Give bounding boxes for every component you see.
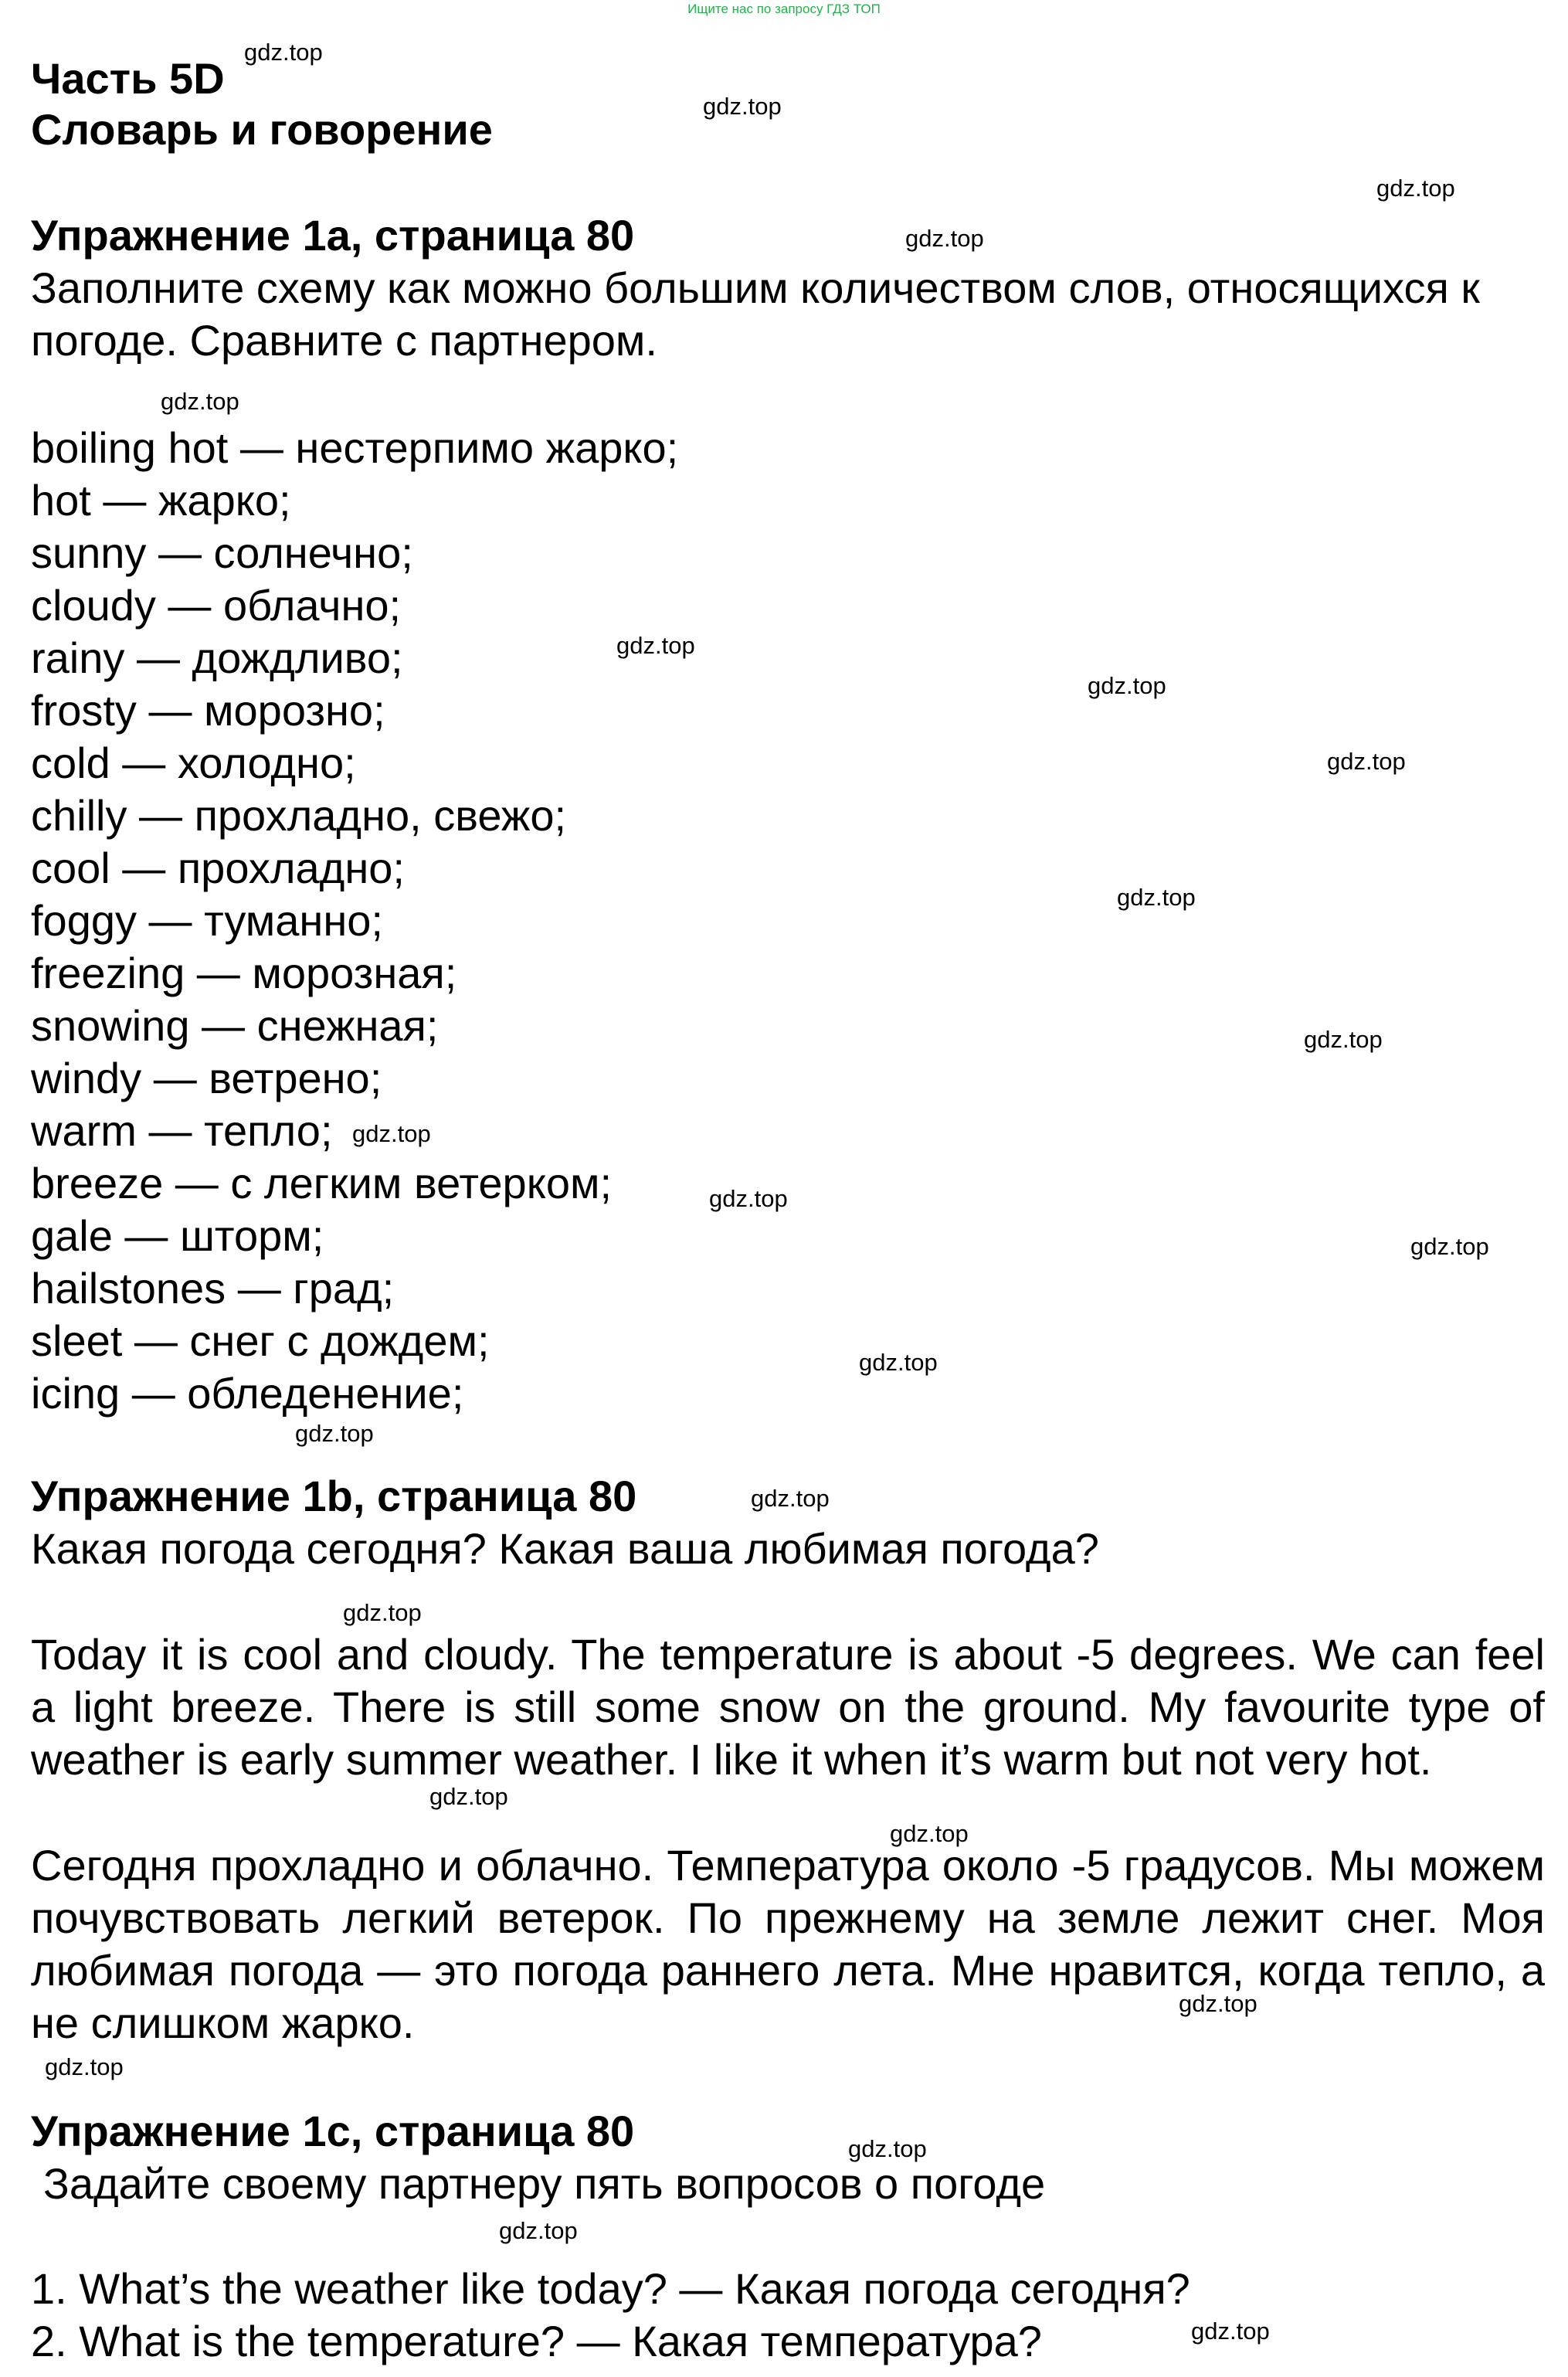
watermark: gdz.top [709, 1185, 788, 1212]
exercise-1b-answer-english: Today it is cool and cloudy. The temperature is about -5 degrees. We can feel a light breeze. There is still some snow on the ground. My favourite type of weather is early summer weather. I like it when it’s warm but not very hot. [31, 1630, 1545, 1784]
list-item: warm — тепло; [31, 1106, 333, 1155]
list-item: freezing — морозная; [31, 949, 457, 997]
exercise-1a-instruction-line1: Заполните схему как можно большим количеством слов, относящихся к [31, 263, 1480, 312]
watermark: gdz.top [1410, 1233, 1489, 1260]
list-item: sleet — снег с дождем; [31, 1316, 490, 1365]
watermark: gdz.top [703, 93, 782, 120]
list-item: boiling hot — нестерпимо жарко; [31, 423, 679, 472]
exercise-1a-heading: Упражнение 1a, страница 80 [31, 211, 635, 260]
watermark: gdz.top [161, 388, 239, 415]
list-item: rainy — дождливо; [31, 633, 403, 682]
list-item: cold — холодно; [31, 739, 356, 787]
list-item: hot — жарко; [31, 476, 291, 525]
watermark: gdz.top [1327, 748, 1406, 775]
part-title: Часть 5D [31, 54, 225, 103]
watermark: gdz.top [1304, 1026, 1383, 1053]
top-banner: Ищите нас по запросу ГДЗ ТОП [687, 2, 881, 16]
list-item: gale — шторм; [31, 1211, 324, 1260]
watermark: gdz.top [343, 1599, 422, 1626]
watermark: gdz.top [905, 225, 984, 252]
watermark: gdz.top [244, 39, 323, 66]
watermark: gdz.top [1376, 175, 1455, 202]
watermark: gdz.top [295, 1420, 374, 1447]
exercise-1a-instruction-line2: погоде. Сравните с партнером. [31, 316, 657, 365]
exercise-1c-instruction: Задайте своему партнеру пять вопросов о погоде [43, 2159, 1046, 2208]
list-item: snowing — снежная; [31, 1001, 439, 1050]
watermark: gdz.top [890, 1820, 969, 1847]
list-item: hailstones — град; [31, 1264, 395, 1312]
list-item: cloudy — облачно; [31, 581, 402, 630]
list-item: 2. What is the temperature? — Какая температура? [31, 2317, 1042, 2365]
section-title: Словарь и говорение [31, 105, 493, 154]
watermark: gdz.top [45, 2053, 124, 2080]
list-item: 1. What’s the weather like today? — Какая погода сегодня? [31, 2264, 1190, 2313]
watermark: gdz.top [751, 1485, 830, 1512]
watermark: gdz.top [1179, 1990, 1257, 2017]
list-item: windy — ветрено; [31, 1054, 382, 1102]
list-item: breeze — с легким ветерком; [31, 1159, 613, 1207]
list-item: cool — прохладно; [31, 844, 405, 892]
watermark: gdz.top [1117, 884, 1196, 911]
watermark: gdz.top [616, 632, 695, 659]
watermark: gdz.top [352, 1120, 431, 1147]
list-item: foggy — туманно; [31, 896, 383, 945]
watermark: gdz.top [848, 2135, 927, 2162]
list-item: chilly — прохладно, свежо; [31, 791, 567, 840]
watermark: gdz.top [1191, 2318, 1270, 2345]
list-item: icing — обледенение; [31, 1369, 464, 1418]
watermark: gdz.top [859, 1349, 938, 1376]
watermark: gdz.top [1088, 672, 1166, 699]
exercise-1b-question: Какая погода сегодня? Какая ваша любимая погода? [31, 1524, 1099, 1573]
list-item: frosty — морозно; [31, 686, 385, 735]
exercise-1c-heading: Упражнение 1c, страница 80 [31, 2107, 635, 2155]
exercise-1b-heading: Упражнение 1b, страница 80 [31, 1472, 637, 1520]
exercise-1b-answer-russian: Сегодня прохладно и облачно. Температура около -5 градусов. Мы можем почувствовать легкий ветерок. По прежнему на земле лежит снег. Моя любимая погода — это погода раннего лета. Мне нравится, когда тепло, а не слишком жарко. [31, 1841, 1545, 2047]
watermark: gdz.top [429, 1783, 508, 1810]
list-item: sunny — солнечно; [31, 528, 413, 577]
watermark: gdz.top [499, 2217, 578, 2244]
